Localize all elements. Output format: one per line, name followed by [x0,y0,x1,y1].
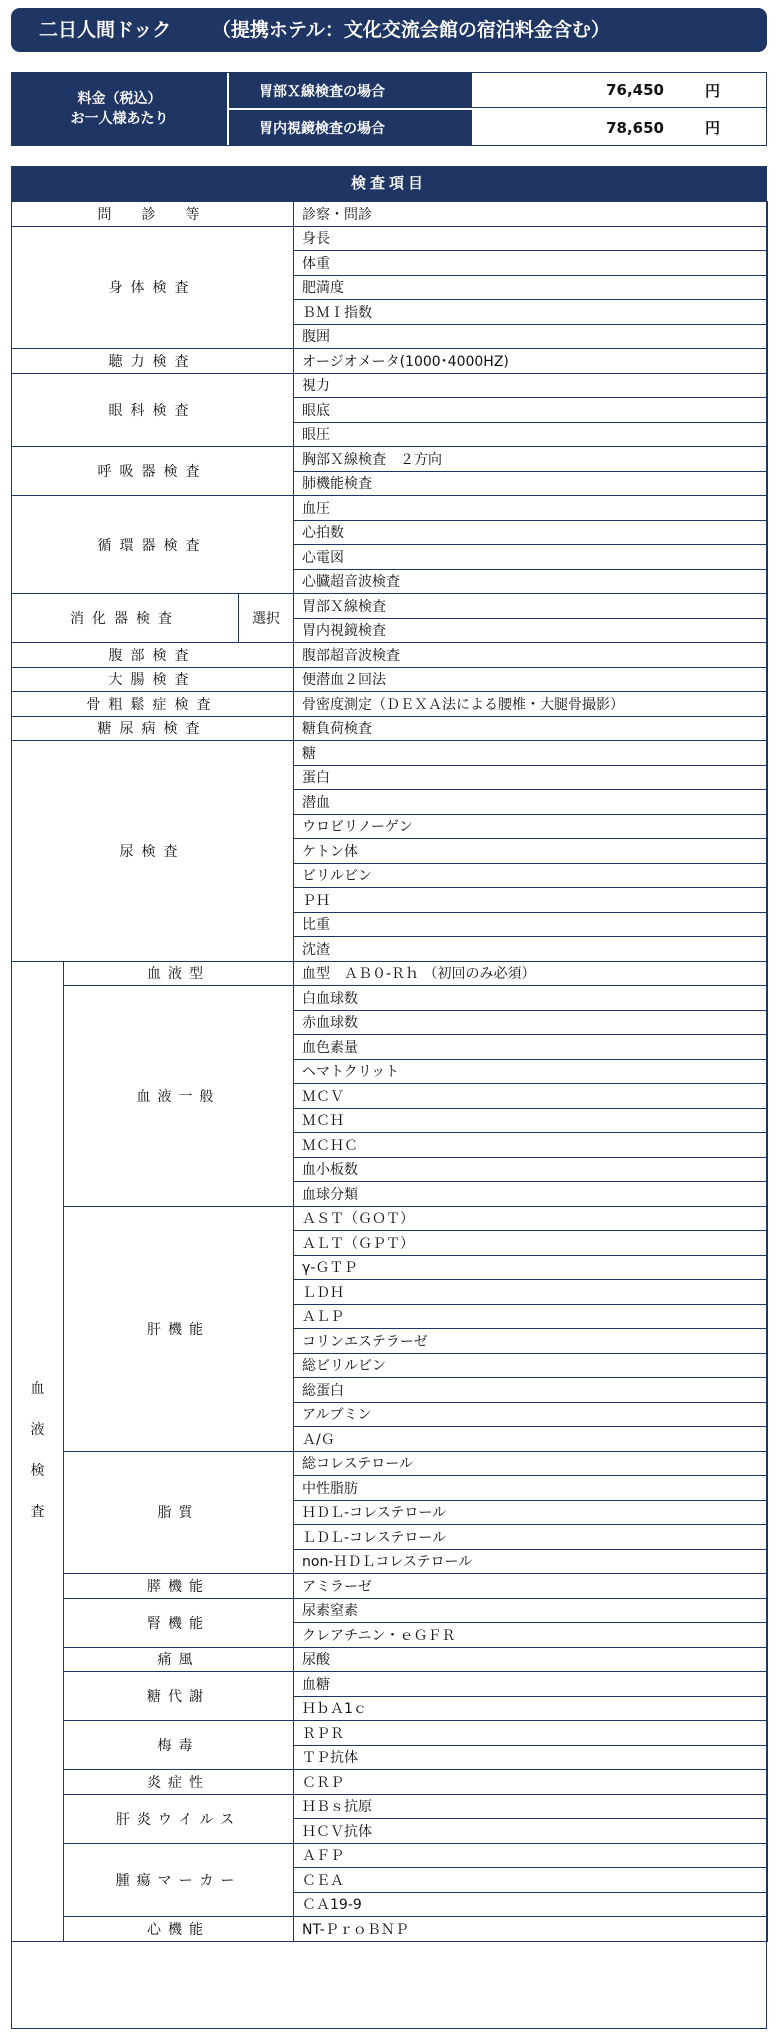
blood-label-char: 液 [30,1422,45,1438]
blood-label-char: 検 [30,1463,45,1479]
table-row [12,349,768,374]
subcategory-cell: 血液一般 [64,986,294,1207]
exam-item: 胃内視鏡検査 [294,618,768,643]
exam-item: ＭＣＨＣ [294,1133,768,1158]
category-cell: 消化器検査 [12,594,239,643]
category-cell: 循環器検査 [12,496,294,594]
subcategory-cell: 梅毒 [64,1721,294,1770]
subcategory-cell: 心機能 [64,1917,294,1942]
exam-item: 体重 [294,251,768,276]
exam-table-header: 検査項目 [11,166,767,201]
subcategory-cell: 血液型 [64,961,294,986]
exam-item: 比重 [294,912,768,937]
table-row [12,643,768,668]
exam-item: ビリルビン [294,863,768,888]
price-name: 胃内視鏡検査の場合 [229,110,472,145]
exam-item: 便潜血２回法 [294,667,768,692]
exam-item: ＨｂＡ1ｃ [294,1696,768,1721]
exam-item: 骨密度測定（ＤＥＸＡ法による腰椎・大腿骨撮影） [294,692,768,717]
price-label [12,73,227,145]
exam-item: ＡＳＴ（ＧＯＴ） [294,1206,768,1231]
exam-item: 総コレステロール [294,1451,768,1476]
exam-item: 眼底 [294,398,768,423]
exam-item: 胸部Ｘ線検査 ２方向 [294,447,768,472]
exam-item: アルブミン [294,1402,768,1427]
price-value [472,73,766,108]
exam-item: ＣＡ19-9 [294,1892,768,1917]
price-row-endoscope [227,110,766,145]
exam-item: 尿酸 [294,1647,768,1672]
subcategory-cell: 肝炎ウイルス [64,1794,294,1843]
exam-item: 心電図 [294,545,768,570]
exam-item: ＣＲＰ [294,1770,768,1795]
exam-item: ＰＨ [294,888,768,913]
exam-item: 総蛋白 [294,1378,768,1403]
exam-item: 心拍数 [294,520,768,545]
blood-label-char: 血 [30,1381,45,1397]
exam-item: 血小板数 [294,1157,768,1182]
exam-item: 血球分類 [294,1182,768,1207]
category-cell: 骨粗鬆症検査 [12,692,294,717]
exam-item: 腹部超音波検査 [294,643,768,668]
exam-item: ＬＤＬ-コレステロール [294,1525,768,1550]
table-row [12,1917,768,1942]
exam-items-table [11,201,768,1942]
exam-item: 蛋白 [294,765,768,790]
page-title-bar [11,8,767,52]
category-cell: 尿検査 [12,741,294,962]
page-title: 二日人間ドック [39,19,172,41]
price-name: 胃部Ｘ線検査の場合 [229,73,472,108]
price-table [11,72,767,146]
table-row [12,1647,768,1672]
table-row [12,594,768,619]
exam-item: 中性脂肪 [294,1476,768,1501]
exam-item: 身長 [294,226,768,251]
exam-item: ＡＬＴ（ＧＰＴ） [294,1231,768,1256]
exam-item: オージオメータ(1000･4000HZ) [294,349,768,374]
exam-item: 診察・問診 [294,202,768,227]
price-row-xray [227,73,766,110]
category-cell: 呼吸器検査 [12,447,294,496]
exam-item: 血型 ＡＢ０-Ｒｈ （初回のみ必須） [294,961,768,986]
exam-item: 肺機能検査 [294,471,768,496]
exam-item: 眼圧 [294,422,768,447]
table-row [12,741,768,766]
table-row [12,202,768,227]
subcategory-cell: 肝機能 [64,1206,294,1451]
exam-item: ＨＢｓ抗原 [294,1794,768,1819]
price-unit: 円 [704,81,720,100]
category-cell: 大腸検査 [12,667,294,692]
exam-item: 潜血 [294,790,768,815]
exam-item: 糖 [294,741,768,766]
exam-item: 総ビリルビン [294,1353,768,1378]
price-unit: 円 [704,119,720,137]
category-cell: 眼科検査 [12,373,294,447]
category-cell: 聴力検査 [12,349,294,374]
exam-item: ＨＣＶ抗体 [294,1819,768,1844]
page-subtitle: （提携ホテル：文化交流会館の宿泊料金含む） [211,19,610,41]
exam-item: ＨＤＬ-コレステロール [294,1500,768,1525]
exam-item: Ａ/Ｇ [294,1427,768,1452]
category-cell: 身体検査 [12,226,294,349]
subcategory-cell: 膵機能 [64,1574,294,1599]
price-label-line1: 料金（税込） [77,91,162,107]
category-cell: 糖尿病検査 [12,716,294,741]
exam-item: 視力 [294,373,768,398]
exam-item: コリンエステラーゼ [294,1329,768,1354]
price-value [472,110,766,145]
exam-item: ＢＭＩ指数 [294,300,768,325]
table-row [12,986,768,1011]
table-row [12,373,768,398]
category-cell: 問 診 等 [12,202,294,227]
exam-item: ＴＰ抗体 [294,1745,768,1770]
table-row [12,1770,768,1795]
subcategory-cell: 痛風 [64,1647,294,1672]
exam-item: γ-ＧＴＰ [294,1255,768,1280]
exam-item: ケトン体 [294,839,768,864]
selection-label: 選択 [239,594,294,643]
exam-item: 赤血球数 [294,1010,768,1035]
price-amount: 76,450 [606,81,664,99]
table-row [12,716,768,741]
category-cell: 腹部検査 [12,643,294,668]
exam-item: 心臓超音波検査 [294,569,768,594]
exam-item: NT-ＰｒｏＢＮＰ [294,1917,768,1942]
exam-item: ＡＬＰ [294,1304,768,1329]
exam-item: 糖負荷検査 [294,716,768,741]
subcategory-cell: 腎機能 [64,1598,294,1647]
exam-item: 肥満度 [294,275,768,300]
table-row [12,496,768,521]
exam-item: ＡＦＰ [294,1843,768,1868]
exam-item: 血色素量 [294,1035,768,1060]
exam-item: ウロビリノーゲン [294,814,768,839]
table-row [12,692,768,717]
exam-item: ＬＤＨ [294,1280,768,1305]
table-row [12,961,768,986]
exam-item: ＲＰＲ [294,1721,768,1746]
table-row [12,1721,768,1746]
exam-item: ＣＥＡ [294,1868,768,1893]
exam-item: ＭＣＨ [294,1108,768,1133]
exam-item: 尿素窒素 [294,1598,768,1623]
exam-item: 沈渣 [294,937,768,962]
table-row [12,226,768,251]
table-row [12,1206,768,1231]
subcategory-cell: 脂質 [64,1451,294,1574]
table-row [12,1843,768,1868]
table-row [12,447,768,472]
subcategory-cell: 腫瘍マーカー [64,1843,294,1917]
subcategory-cell: 糖代謝 [64,1672,294,1721]
subcategory-cell: 炎症性 [64,1770,294,1795]
price-amount: 78,650 [606,118,664,137]
exam-item: ヘマトクリット [294,1059,768,1084]
exam-item: 白血球数 [294,986,768,1011]
exam-item: 腹囲 [294,324,768,349]
blood-label-char: 査 [30,1504,45,1520]
exam-item: non-ＨＤＬコレステロール [294,1549,768,1574]
table-row [12,667,768,692]
blood-test-label [12,961,64,1941]
exam-item: 血糖 [294,1672,768,1697]
table-row [12,1672,768,1697]
table-row [12,1574,768,1599]
price-label-line2: お一人様あたり [70,111,169,127]
exam-item: アミラーゼ [294,1574,768,1599]
exam-item: 血圧 [294,496,768,521]
table-row [12,1794,768,1819]
exam-item: クレアチニン・ｅＧＦＲ [294,1623,768,1648]
exam-item: 胃部Ｘ線検査 [294,594,768,619]
table-row [12,1598,768,1623]
exam-item: ＭＣＶ [294,1084,768,1109]
table-row [12,1451,768,1476]
